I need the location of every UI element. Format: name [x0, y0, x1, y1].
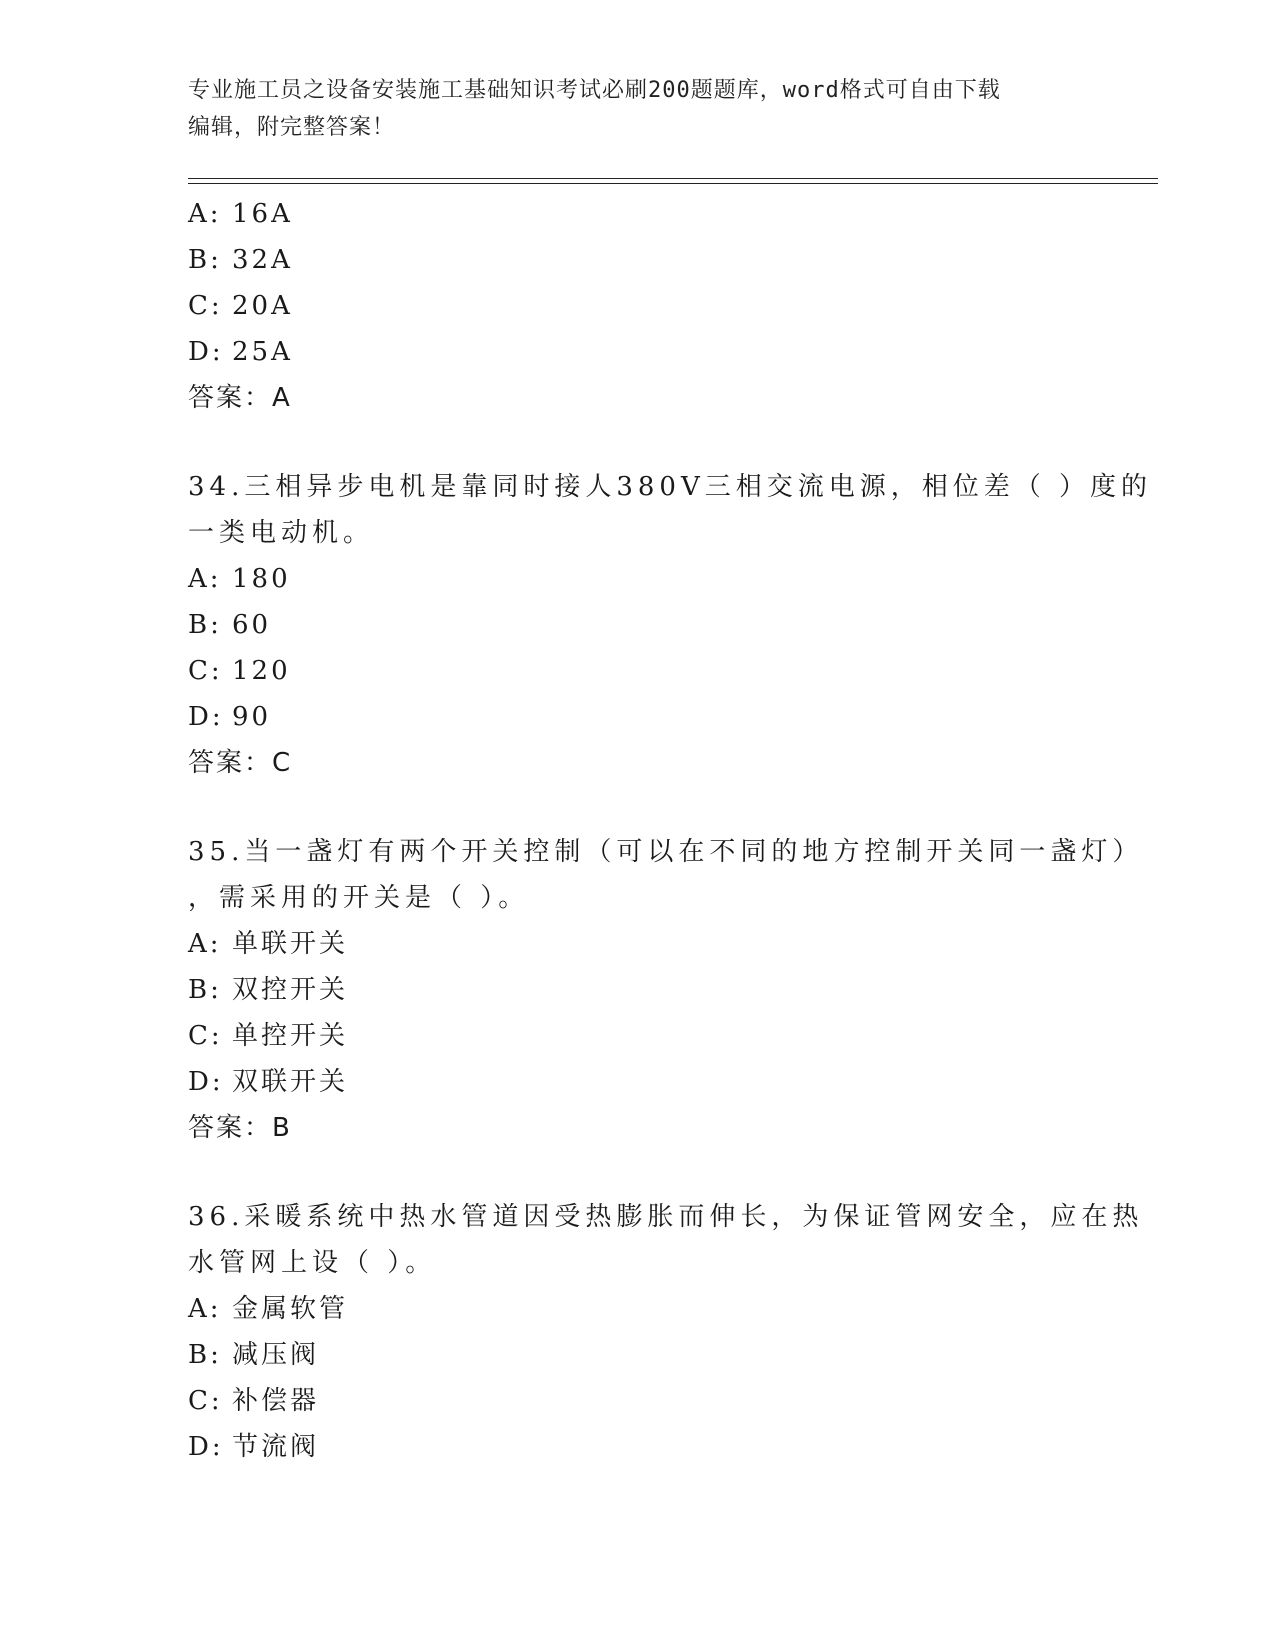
option-text: 16A — [232, 199, 293, 229]
question-36-block — [188, 1194, 1144, 1470]
option-letter: C: — [188, 656, 223, 686]
answer-line: 答案：B — [188, 1113, 292, 1143]
option-letter: D: — [188, 1432, 224, 1462]
question-text-line-1: 36.采暖系统中热水管道因受热膨胀而伸长，为保证管网安全，应在热 — [188, 1202, 1144, 1232]
question-text-line-1: 35.当一盏灯有两个开关控制（可以在不同的地方控制开关同一盏灯） — [188, 837, 1144, 867]
option-letter: C: — [188, 1021, 223, 1051]
question-text-line-2: ，需采用的开关是（ ）。 — [188, 883, 530, 913]
option-c — [188, 283, 1088, 329]
option-a — [188, 921, 1088, 967]
option-d — [188, 1424, 1088, 1470]
spacer — [188, 421, 1088, 464]
question-text-line-2: 一类电动机。 — [188, 518, 375, 548]
option-text: 180 — [232, 564, 291, 594]
option-text: 60 — [232, 610, 272, 640]
answer-line: 答案：C — [188, 748, 293, 778]
option-a — [188, 1286, 1088, 1332]
option-c — [188, 1013, 1088, 1059]
option-letter: A: — [188, 1294, 222, 1324]
option-text: 25A — [232, 337, 293, 367]
option-d — [188, 694, 1088, 740]
option-letter: D: — [188, 1067, 224, 1097]
option-b — [188, 237, 1088, 283]
option-text: 20A — [232, 291, 293, 321]
option-letter: A: — [188, 199, 222, 229]
option-letter: A: — [188, 929, 222, 959]
spacer — [188, 1151, 1088, 1194]
option-letter: B: — [188, 610, 222, 640]
option-letter: D: — [188, 702, 224, 732]
option-a — [188, 191, 1088, 237]
header-title-line-2: 编辑，附完整答案！ — [188, 115, 396, 140]
spacer — [188, 786, 1088, 829]
option-text: 节流阀 — [232, 1432, 320, 1462]
option-letter: D: — [188, 337, 224, 367]
option-d — [188, 329, 1088, 375]
header-divider-top — [188, 178, 1158, 179]
option-letter: B: — [188, 975, 222, 1005]
document-header — [188, 72, 1088, 146]
option-letter: A: — [188, 564, 222, 594]
option-letter: C: — [188, 1386, 223, 1416]
option-text: 32A — [232, 245, 293, 275]
option-text: 单联开关 — [232, 929, 349, 959]
option-letter: B: — [188, 245, 222, 275]
option-text: 补偿器 — [232, 1386, 320, 1416]
header-divider-bottom — [188, 183, 1158, 184]
question-list — [188, 191, 1153, 1470]
option-text: 90 — [232, 702, 272, 732]
option-b — [188, 602, 1088, 648]
option-text: 双控开关 — [232, 975, 349, 1005]
option-text: 减压阀 — [232, 1340, 320, 1370]
question-33-block — [188, 191, 1088, 421]
option-b — [188, 1332, 1088, 1378]
option-c — [188, 648, 1088, 694]
option-text: 120 — [232, 656, 291, 686]
option-c — [188, 1378, 1088, 1424]
option-a — [188, 556, 1088, 602]
option-d — [188, 1059, 1088, 1105]
answer-line: 答案：A — [188, 383, 292, 413]
question-text-line-2: 水管网上设（ ）。 — [188, 1248, 437, 1278]
question-text-line-1: 34.三相异步电机是靠同时接人380V三相交流电源，相位差（ ）度的 — [188, 472, 1153, 502]
question-34-block — [188, 464, 1153, 786]
option-text: 单控开关 — [232, 1021, 349, 1051]
option-b — [188, 967, 1088, 1013]
option-letter: B: — [188, 1340, 222, 1370]
header-title-line-1: 专业施工员之设备安装施工基础知识考试必刷200题题库，word格式可自由下载 — [188, 78, 1001, 103]
option-text: 金属软管 — [232, 1294, 349, 1324]
option-text: 双联开关 — [232, 1067, 349, 1097]
question-35-block — [188, 829, 1144, 1151]
option-letter: C: — [188, 291, 223, 321]
